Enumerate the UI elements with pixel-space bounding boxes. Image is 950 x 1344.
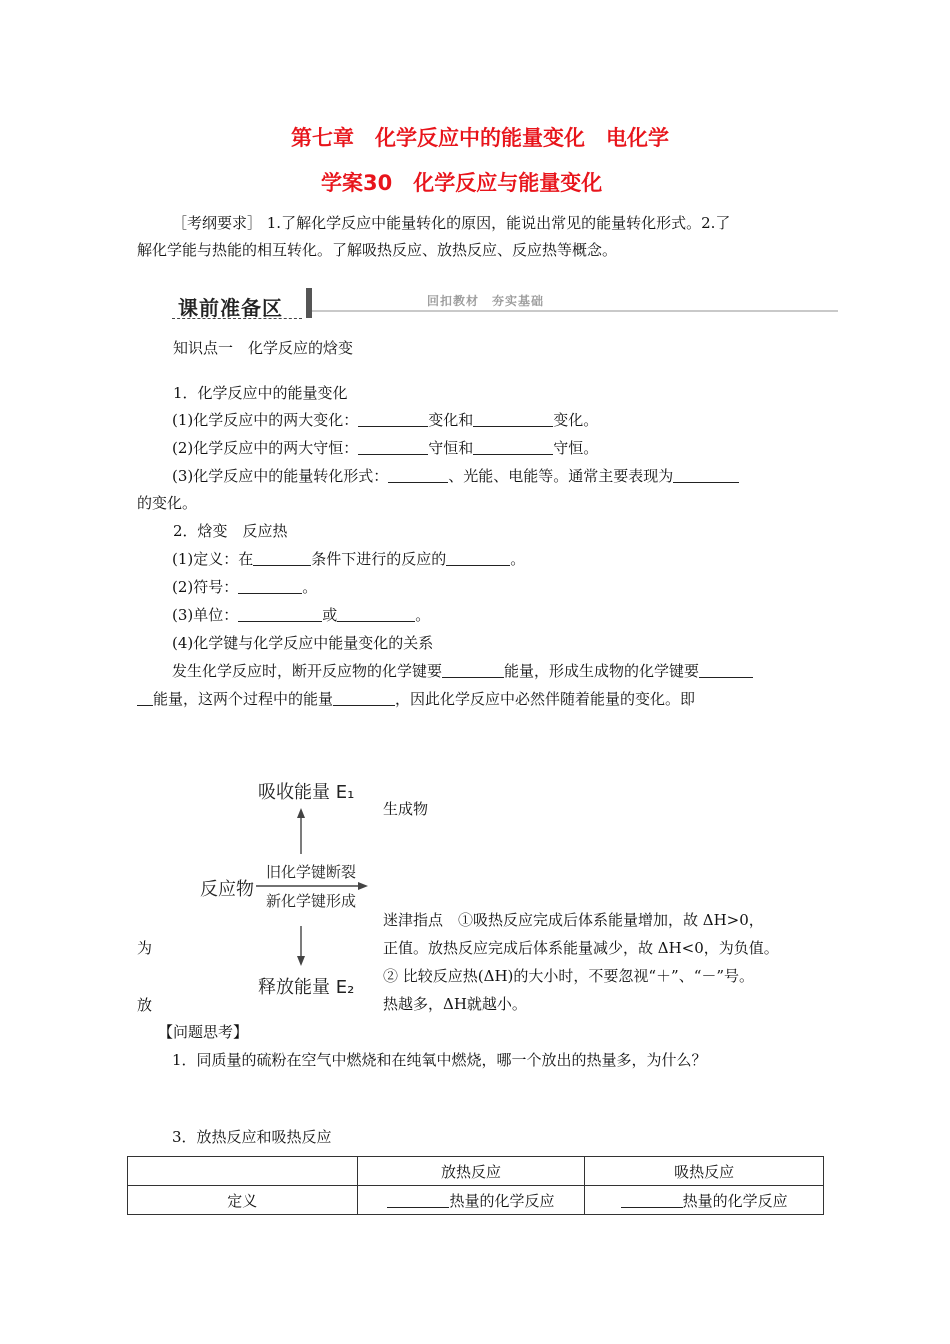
table-cell: 热量的化学反应 [357, 1186, 585, 1215]
tips-line-4: 热越多，ΔH就越小。 [383, 995, 527, 1013]
item-1-1: (1)化学反应中的两大变化： 变化和 变化。 [172, 411, 599, 429]
blank [358, 409, 428, 427]
chapter-title: 第七章 化学反应中的能量变化 电化学 [291, 126, 669, 150]
question-heading: 【问题思考】 [158, 1023, 249, 1041]
blank [238, 576, 302, 594]
tips-line-1: 迷津指点 ①吸热反应完成后体系能量增加，故 ΔH>0， [383, 911, 764, 929]
item-2-2: (2)符号： 。 [172, 578, 318, 596]
bond-break-label: 旧化学键断裂 [266, 863, 357, 881]
item-2-1: (1)定义：在 条件下进行的反应的 。 [172, 550, 526, 568]
product-label: 生成物 [383, 800, 429, 818]
blank [358, 437, 428, 455]
release-energy-label: 释放能量 E₂ [258, 977, 355, 998]
tips-line-3: ② 比较反应热(ΔH)的大小时，不要忽视“＋”、“－”号。 [383, 967, 755, 985]
section-band-subtitle: 回扣教材 夯实基础 [427, 294, 545, 308]
lesson-title: 学案30 化学反应与能量变化 [321, 171, 603, 195]
side-char-fang: 放 [137, 996, 153, 1014]
paragraph-line-2: 能量，这两个过程中的能量 ，因此化学反应中必然伴随着能量的变化。即 [137, 685, 695, 713]
reaction-table [127, 1156, 824, 1215]
requirements-line-2: 解化学能与热能的相互转化。了解吸热反应、放热反应、反应热等概念。 [137, 241, 618, 259]
knowledge-heading: 知识点一 化学反应的焓变 [173, 339, 354, 357]
table-row [128, 1186, 824, 1215]
blank [442, 660, 504, 678]
table-cell: 热量的化学反应 [585, 1186, 824, 1215]
band-underline [172, 318, 302, 319]
blank [621, 1190, 683, 1208]
down-arrow-icon [290, 924, 312, 968]
blank [387, 1190, 449, 1208]
paragraph-line-1: 发生化学反应时，断开反应物的化学键要 能量，形成生成物的化学键要 [172, 657, 753, 685]
blank [337, 604, 415, 622]
blank [333, 688, 395, 706]
absorb-energy-label: 吸收能量 E₁ [258, 782, 355, 803]
table-header-cell [128, 1157, 358, 1186]
item-2-4: (4)化学键与化学反应中能量变化的关系 [172, 634, 434, 652]
blank [446, 548, 510, 566]
item-1-3-cont: 的变化。 [137, 494, 198, 512]
tips-line-2: 正值。放热反应完成后体系能量减少，故 ΔH<0，为负值。 [383, 939, 779, 957]
side-char-wei: 为 [137, 939, 153, 957]
table-header-cell: 放热反应 [357, 1157, 585, 1186]
section-3-heading: 3．放热反应和吸热反应 [172, 1128, 332, 1146]
section-band-title: 课前准备区 [178, 296, 283, 320]
section-2-heading: 2．焓变 反应热 [173, 522, 288, 540]
band-divider [306, 288, 312, 318]
band-rule [312, 310, 838, 312]
table-cell: 定义 [128, 1186, 358, 1215]
section-1-heading: 1．化学反应中的能量变化 [173, 384, 348, 402]
blank [137, 688, 153, 706]
item-1-3: (3)化学反应中的能量转化形式： 、光能、电能等。通常主要表现为 [172, 462, 739, 490]
blank [388, 465, 448, 483]
blank [673, 465, 739, 483]
item-1-2: (2)化学反应中的两大守恒： 守恒和 守恒。 [172, 439, 599, 457]
item-2-3: (3)单位： 或 。 [172, 606, 431, 624]
question-1: 1．同质量的硫粉在空气中燃烧和在纯氧中燃烧，哪一个放出的热量多，为什么？ [172, 1051, 707, 1069]
requirements-line-1: ［考纲要求］ 1.了解化学反应中能量转化的原因，能说出常见的能量转化形式。2.了 [172, 214, 731, 232]
up-arrow-icon [290, 806, 312, 856]
blank [473, 409, 553, 427]
reactant-label: 反应物 [200, 879, 254, 900]
table-header-cell: 吸热反应 [585, 1157, 824, 1186]
blank [699, 660, 753, 678]
blank [473, 437, 553, 455]
blank [253, 548, 311, 566]
bond-form-label: 新化学键形成 [266, 892, 357, 910]
table-header-row [128, 1157, 824, 1186]
blank [238, 604, 322, 622]
